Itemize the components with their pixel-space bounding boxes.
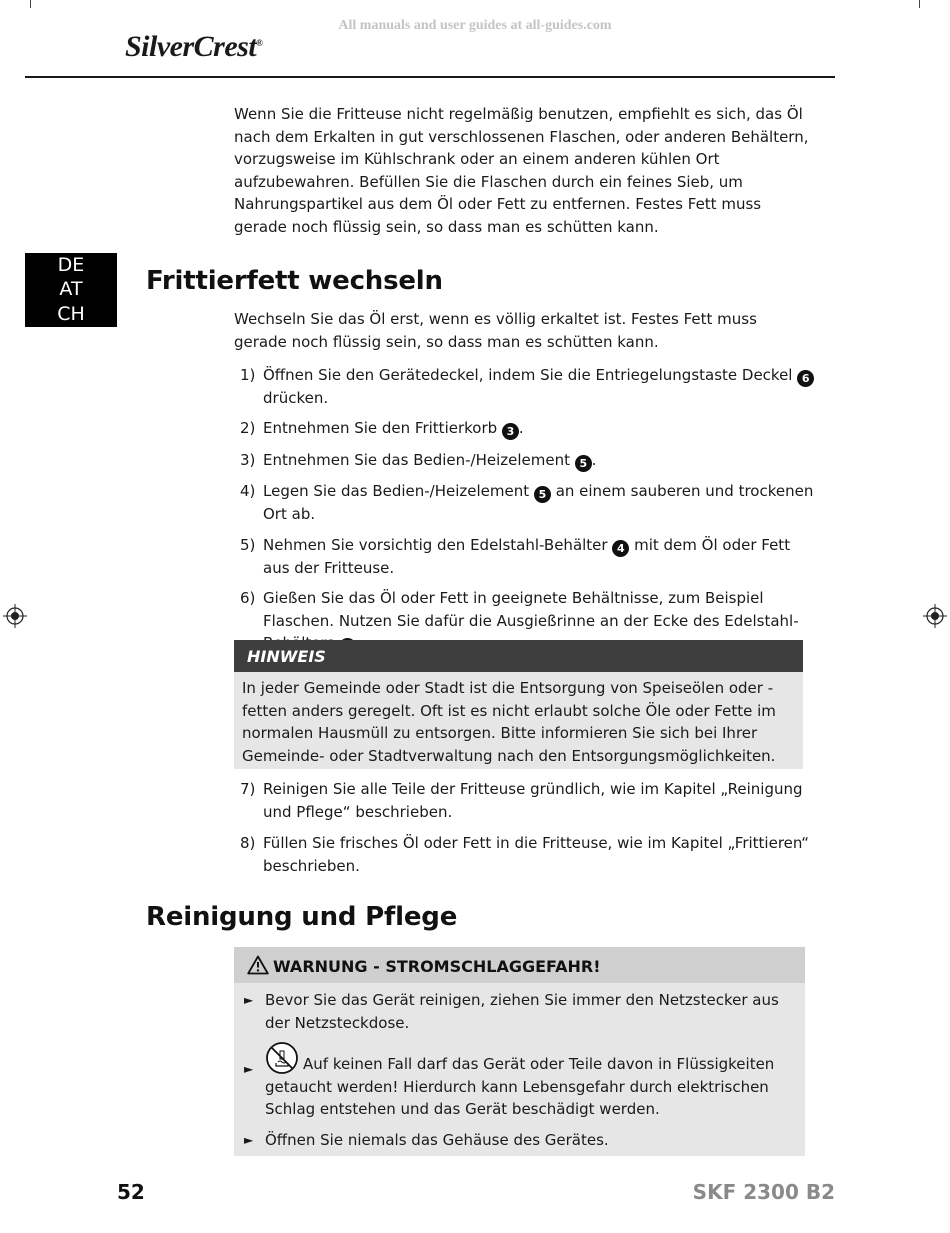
registration-mark-icon — [3, 604, 27, 628]
step-number: 5) — [240, 536, 256, 554]
note-box — [234, 640, 803, 769]
section-title-reinigung: Reinigung und Pflege — [146, 902, 458, 932]
crop-mark — [30, 0, 31, 8]
registration-mark-icon — [923, 604, 947, 628]
step-text: Legen Sie das Bedien-/Heizelement — [263, 482, 534, 500]
step-number: 1) — [240, 366, 256, 384]
step-text: Öffnen Sie den Gerätedeckel, indem Sie die Entriegelungstaste Deckel — [263, 366, 798, 384]
warning-triangle-icon — [247, 955, 269, 975]
language-tab — [25, 253, 117, 327]
step-number: 4) — [240, 482, 256, 500]
list-item — [244, 989, 799, 1034]
brand-logo — [125, 30, 262, 64]
part-reference-badge: 5 — [575, 455, 592, 472]
step-text: Entnehmen Sie den Frittierkorb — [263, 419, 502, 437]
list-item — [240, 778, 815, 823]
list-item — [240, 534, 815, 580]
list-item — [244, 1129, 799, 1152]
warning-box — [234, 947, 805, 1156]
list-item — [240, 449, 815, 472]
warning-text: Öffnen Sie niemals das Gehäuse des Gerätes. — [265, 1131, 609, 1149]
list-item — [240, 364, 815, 410]
language-code: AT — [59, 278, 83, 301]
step-text: Entnehmen Sie das Bedien-/Heizelement — [263, 451, 575, 469]
part-reference-badge: 6 — [797, 370, 814, 387]
step-text: Reinigen Sie alle Teile der Fritteuse gründlich, wie im Kapitel „Reinigung und Pflege“ beschrieben. — [263, 780, 803, 821]
note-text: In jeder Gemeinde oder Stadt ist die Entsorgung von Speiseölen oder -fetten anders geregelt. Oft ist es nicht erlaubt solche Öle oder Fette im normalen Hausmüll zu entsorgen. Bitte informieren Sie sich bei Ihrer Gemeinde- oder Stadtverwaltung nach den Entsorgungsmöglichkeiten. — [242, 679, 776, 765]
no-immersion-icon — [265, 1041, 299, 1075]
part-reference-badge: 4 — [612, 540, 629, 557]
registered-mark: ® — [256, 38, 263, 48]
list-item — [244, 1041, 799, 1121]
crop-mark — [919, 0, 920, 8]
warning-header — [234, 947, 805, 983]
intro-paragraph: Wenn Sie die Fritteuse nicht regelmäßig benutzen, empfiehlt es sich, das Öl nach dem Erkalten in gut verschlossenen Flaschen, oder anderen Behältern, vorzugsweise im Kühlschrank oder an einem anderen kühlen Ort aufzubewahren. Befüllen Sie die Flaschen durch ein feines Sieb, um Nahrungspartikel aus dem Öl oder Fett zu entfernen. Festes Fett muss gerade noch flüssig sein, so dass man es schütten kann. — [234, 105, 809, 236]
watermark: All manuals and user guides at all-guides.com — [338, 18, 612, 33]
warning-text: Bevor Sie das Gerät reinigen, ziehen Sie immer den Netzstecker aus der Netzsteckdose. — [265, 991, 779, 1032]
step-number: 3) — [240, 451, 256, 469]
step-text: mit dem Öl oder Fett aus der Fritteuse. — [263, 536, 791, 577]
part-reference-badge: 3 — [502, 423, 519, 440]
bullet-arrow-icon: ► — [244, 1133, 254, 1147]
bullet-arrow-icon: ► — [244, 993, 254, 1007]
step-number: 2) — [240, 419, 256, 437]
step-text: . — [591, 451, 597, 469]
warning-text: Auf keinen Fall darf das Gerät oder Teile davon in Flüssigkeiten getaucht werden! Hierdurch kann Lebensgefahr durch elektrischen Schlag entstehen und das Gerät beschädigt werden. — [265, 1055, 775, 1119]
language-code: CH — [57, 302, 85, 325]
note-title: HINWEIS — [234, 640, 803, 672]
step-text: Gießen Sie das Öl oder Fett in geeignete Behältnisse, zum Beispiel Flaschen. Nutzen Sie dafür die Ausgießrinne an der Ecke des Edelstahl- — [263, 589, 799, 630]
step-number: 6) — [240, 589, 256, 607]
list-item — [240, 832, 815, 877]
logo-text: SilverCrest — [125, 30, 257, 63]
bullet-arrow-icon: ► — [244, 1062, 254, 1076]
language-code: DE — [57, 254, 85, 276]
step-text: an einem sauberen und trockenen Ort ab. — [263, 482, 814, 523]
step-text: Füllen Sie frisches Öl oder Fett in die Fritteuse, wie im Kapitel „Frittieren“ beschrieben. — [263, 834, 810, 875]
step-text: . — [518, 419, 524, 437]
warning-title: WARNUNG - STROMSCHLAGGEFAHR! — [273, 957, 601, 976]
section-intro: Wechseln Sie das Öl erst, wenn es völlig erkaltet ist. Festes Fett muss gerade noch flüssig sein, so dass man es schütten kann. — [234, 310, 757, 351]
model-number: SKF 2300 B2 — [692, 1180, 835, 1204]
header-rule — [25, 76, 835, 78]
step-text: drücken. — [263, 389, 329, 407]
step-number: 7) — [240, 780, 256, 798]
page-number: 52 — [117, 1180, 145, 1204]
step-text: Nehmen Sie vorsichtig den Edelstahl-Behälter — [263, 536, 613, 554]
section-title-frittierfett: Frittierfett wechseln — [146, 266, 443, 296]
list-item — [240, 417, 815, 440]
step-number: 8) — [240, 834, 256, 852]
list-item — [240, 480, 815, 526]
part-reference-badge: 5 — [534, 486, 551, 503]
